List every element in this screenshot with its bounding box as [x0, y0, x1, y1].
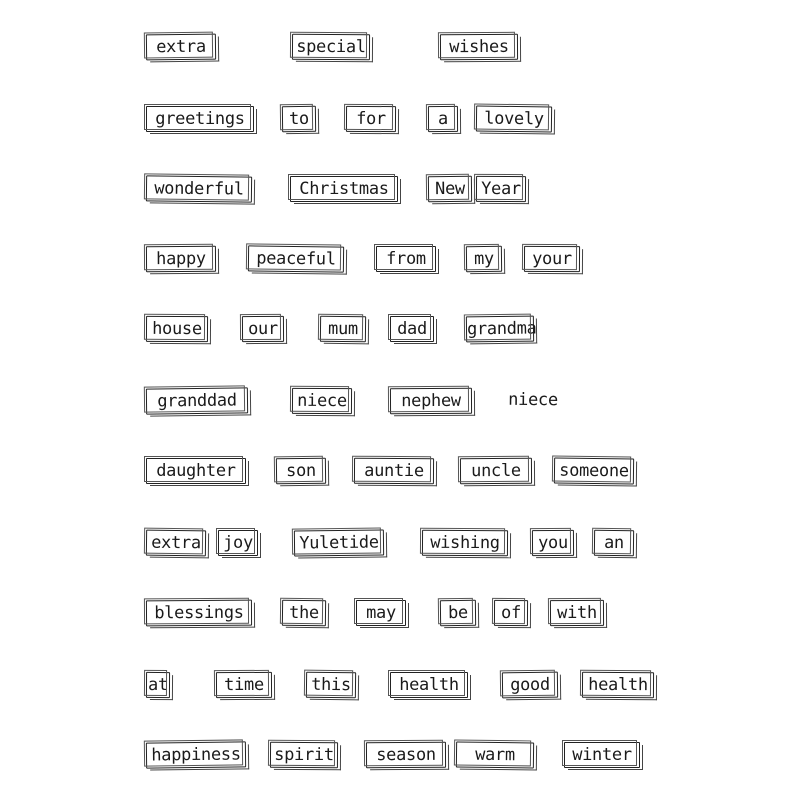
word-stamp: someone — [554, 458, 634, 485]
word-stamp: be — [440, 600, 476, 626]
word-stamp: greetings — [146, 106, 254, 132]
word-stamp: niece — [292, 388, 352, 414]
word-stamp: warm — [456, 742, 534, 769]
word-stamp: for — [346, 106, 396, 132]
word-stamp: my — [466, 246, 502, 272]
word-stamp: season — [366, 742, 446, 768]
word-stamp: your — [524, 246, 580, 272]
word-stamp: extra — [146, 34, 216, 61]
word-stamp: joy — [218, 530, 258, 556]
word-stamp: spirit — [270, 742, 338, 768]
word-stamp: at — [146, 672, 170, 698]
word-stamp: blessings — [146, 600, 252, 627]
word-stamp: Year — [476, 176, 526, 202]
word-stamp: dad — [390, 316, 434, 342]
word-stamp: this — [306, 672, 356, 699]
word-stamp: you — [532, 530, 574, 556]
word-stamp: the — [282, 600, 326, 627]
word-stamp: grandma — [466, 316, 534, 343]
word-stamp: to — [282, 106, 316, 132]
word-stamp: niece — [508, 389, 558, 411]
word-stamp: good — [502, 672, 558, 699]
word-stamp: wishes — [440, 34, 518, 60]
word-stamp: auntie — [354, 458, 434, 484]
word-stamp: health — [582, 672, 654, 698]
word-stamp: house — [146, 316, 208, 342]
word-stamp: lovely — [476, 106, 552, 133]
word-stamp: an — [594, 530, 634, 556]
word-stamp: mum — [320, 316, 366, 343]
word-stamp: health — [390, 672, 468, 698]
word-stamp: special — [292, 34, 370, 60]
word-stamp: wishing — [422, 530, 508, 557]
word-stamp: time — [216, 672, 272, 698]
word-stamp: with — [550, 600, 604, 626]
word-stamp: Yuletide — [294, 529, 384, 556]
word-stamp: extra — [146, 530, 206, 557]
word-stamp: winter — [564, 742, 640, 768]
word-stamp: New — [428, 176, 472, 203]
word-stamp: uncle — [460, 458, 532, 484]
word-stamp: granddad — [146, 387, 248, 414]
word-stamp: of — [494, 600, 528, 626]
word-stamp: our — [242, 316, 284, 342]
word-stamp: a — [428, 106, 458, 132]
word-stamp: Christmas — [290, 176, 398, 202]
word-stamp: happiness — [146, 741, 246, 768]
word-stamp: daughter — [146, 458, 246, 484]
word-stamp: son — [276, 458, 326, 485]
word-stamp: may — [356, 600, 406, 626]
word-stamp: peaceful — [248, 245, 344, 272]
word-stamp: happy — [146, 246, 216, 272]
word-stamp: wonderful — [146, 175, 252, 202]
word-stamp: nephew — [390, 388, 472, 415]
word-stamp: from — [376, 246, 436, 272]
